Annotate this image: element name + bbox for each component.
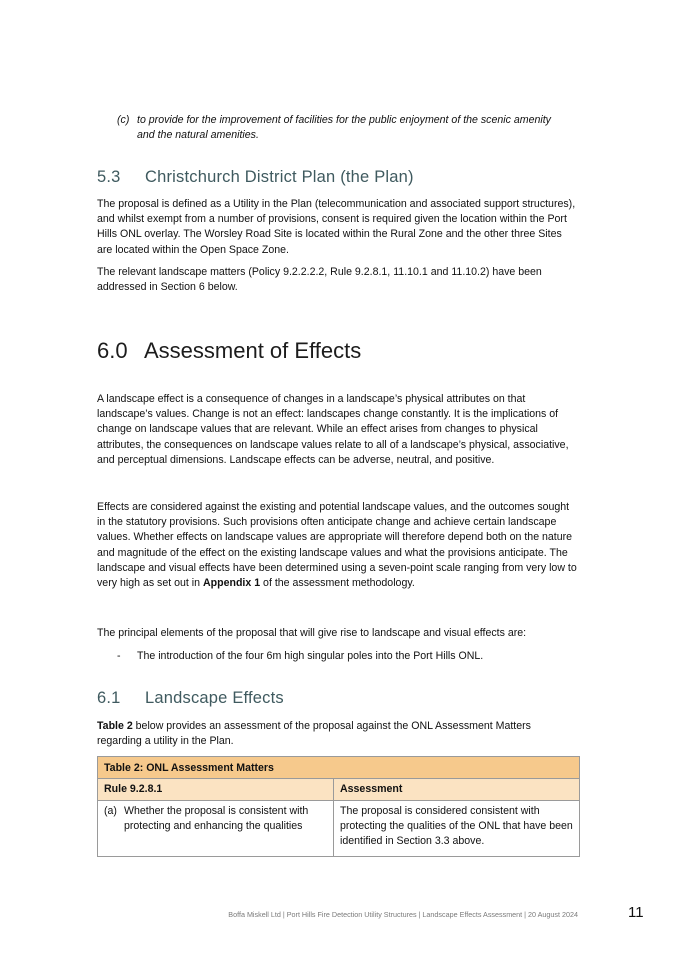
section-title: Landscape Effects <box>145 689 284 707</box>
paragraph: The principal elements of the proposal that will give rise to landscape and visual effects are: <box>97 627 527 639</box>
section-title: Assessment of Effects <box>144 338 362 363</box>
column-header-rule: Rule 9.2.8.1 <box>98 779 334 800</box>
table-header-row <box>98 779 579 801</box>
section-number: 6.0 <box>97 338 128 363</box>
bullet-text: The introduction of the four 6m high singular poles into the Port Hills ONL. <box>137 650 484 662</box>
table-row <box>98 801 579 856</box>
text-run: below provides an assessment of the proposal against the ONL Assessment Matters regarding a utility in the Plan. <box>97 720 531 748</box>
page-number: 11 <box>628 904 644 921</box>
page-footer: Boffa Miskell Ltd | Port Hills Fire Detection Utility Structures | Landscape Effects Assessment | 20 August 2024 <box>228 910 578 919</box>
bullet-marker: - <box>117 650 121 662</box>
rule-marker: (a) <box>104 805 117 817</box>
rule-cell <box>98 801 334 856</box>
text-run: Effects are considered against the existing and potential landscape values, and the outcomes sought in the statutory provisions. Such provisions often anticipate change and achieve certain landscape values. Whether effects on landscape values are appropriate will therefore depend both on the nature and magnitude of the effect on the existing landscape values and what the provisions anticipate. The landscape and visual effects have been determined using a seven-point scale ranging from very low to very high as set out in <box>97 501 577 590</box>
section-number: 5.3 <box>97 168 121 186</box>
paragraph: A landscape effect is a consequence of changes in a landscape’s physical attributes on that landscape’s values. Change is not an effect: landscapes change constantly. It is the implications of change on landscape values that are relevant. While an effect arises from changes to physical attributes, the consequences on landscape values relate to all of a landscape’s physical, associative, and perceptual dimensions. Landscape effects can be adverse, neutral, and positive. <box>97 393 569 466</box>
appendix-reference: Appendix 1 <box>203 577 261 590</box>
list-item-c <box>117 113 567 143</box>
section-6-0-heading <box>97 338 361 364</box>
paragraph: The relevant landscape matters (Policy 9.2.2.2.2, Rule 9.2.8.1, 11.10.1 and 11.10.2) have been addressed in Section 6 below. <box>97 266 542 294</box>
onl-assessment-table <box>97 756 580 857</box>
paragraph: The proposal is defined as a Utility in the Plan (telecommunication and associated support structures), and whilst exempt from a number of provisions, consent is required given the location within the Port Hills ONL overlay. The Worsley Road Site is located within the Rural Zone and the other three Sites are located within the Open Space Zone. <box>97 198 576 256</box>
list-marker: (c) <box>117 114 130 126</box>
paragraph <box>97 500 577 591</box>
text-run: of the assessment methodology. <box>260 577 415 590</box>
section-title: Christchurch District Plan (the Plan) <box>145 168 414 186</box>
column-header-assessment: Assessment <box>340 783 403 795</box>
section-5-3-heading <box>97 168 414 187</box>
section-6-1-heading <box>97 689 284 708</box>
table-title: Table 2: ONL Assessment Matters <box>98 757 579 779</box>
table-reference: Table 2 <box>97 720 133 732</box>
assessment-cell: The proposal is considered consistent with protecting the qualities of the ONL that have been identified in Section 3.3 above. <box>340 805 573 847</box>
bullet-item <box>117 649 577 664</box>
paragraph <box>97 719 577 749</box>
section-number: 6.1 <box>97 689 121 707</box>
list-item-text: to provide for the improvement of facilities for the public enjoyment of the scenic amenity and the natural amenities. <box>137 114 551 141</box>
rule-text: Whether the proposal is consistent with protecting and enhancing the qualities <box>124 805 309 832</box>
